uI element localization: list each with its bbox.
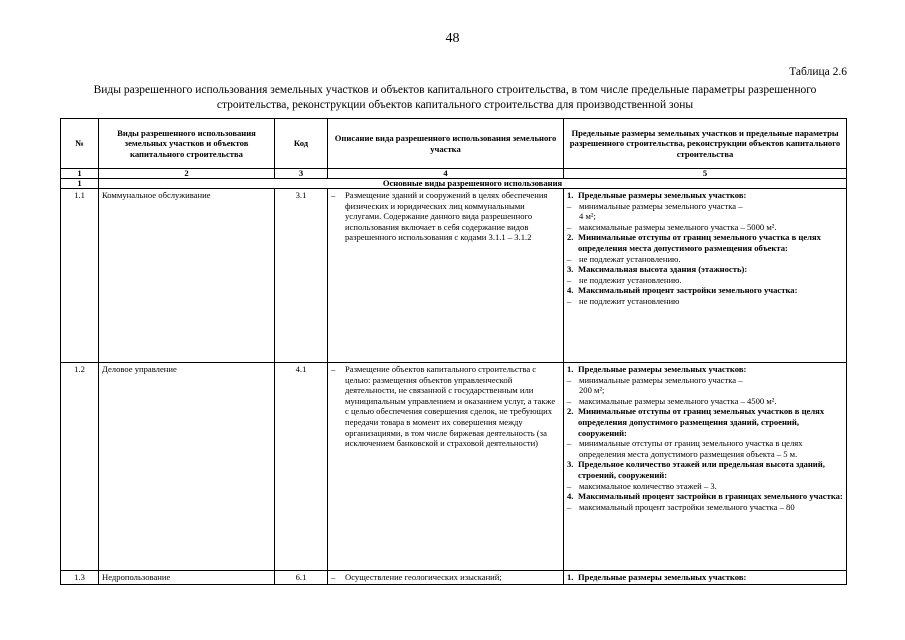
- column-number: 3: [275, 169, 328, 179]
- table-row: [61, 571, 847, 585]
- page-number: 48: [445, 31, 460, 46]
- limits-item: – минимальные размеры земельного участка –: [567, 200, 743, 211]
- limits-item: – минимальные размеры земельного участка –: [567, 374, 743, 385]
- column-number: 1: [61, 169, 99, 179]
- table-row: [61, 363, 847, 571]
- limits-item: – максимальные размеры земельного участка – 4500 м².: [567, 395, 777, 406]
- use-limits: [564, 189, 847, 363]
- limits-item: – не подлежит установлению.: [567, 274, 682, 285]
- dash-marker: –: [331, 190, 336, 200]
- use-kind-name: Коммунальное обслуживание: [99, 189, 275, 363]
- limits-heading: 3. Предельное количество этажей или предельная высота зданий, строений, сооружений:: [567, 459, 825, 480]
- use-code: 4.1: [275, 363, 328, 571]
- row-number: 1.3: [61, 571, 99, 585]
- header-limits: Предельные размеры земельных участков и предельные параметры разрешенного строительства, реконструкции объектов капитального строительства: [564, 119, 847, 169]
- limits-item: – минимальные отступы от границ земельного участка в целях определения места допустимого размещения объекта – 5 м.: [567, 438, 803, 459]
- header-kind: Виды разрешенного использования земельных участков и объектов капитального строительства: [99, 119, 275, 169]
- limits-item: – максимальный процент застройки земельного участка – 80: [567, 501, 795, 512]
- column-number: 5: [564, 169, 847, 179]
- regulations-table: [60, 118, 847, 585]
- limits-value: 4 м²;: [579, 211, 596, 222]
- use-limits: [564, 571, 847, 585]
- dash-marker: –: [331, 572, 336, 582]
- use-kind-name: Деловое управление: [99, 363, 275, 571]
- use-kind-name: Недропользование: [99, 571, 275, 585]
- limits-heading: 4. Максимальный процент застройки в границах земельного участка:: [567, 491, 843, 502]
- description-text: Осуществление геологических изысканий;: [345, 572, 502, 582]
- limits-item: – не подлежит установлению: [567, 295, 680, 306]
- limits-heading: 2. Минимальные отступы от границ земельных участков в целях определения допустимого размещения зданий, строений, сооружений:: [567, 406, 825, 438]
- limits-heading: 1. Предельные размеры земельных участков:: [567, 572, 747, 582]
- limits-heading: 2. Минимальные отступы от границ земельного участка в целях определения места допустимого размещения объекта:: [567, 232, 821, 253]
- limits-heading: 1. Предельные размеры земельных участков:: [567, 190, 747, 200]
- column-number: 2: [99, 169, 275, 179]
- header-code: Код: [275, 119, 328, 169]
- description-text: Размещение зданий и сооружений в целях обеспечения физических и юридических лиц коммунальными услугами. Содержание данного вида разрешенного использования включает в себя содержание видов разрешенного использования с кодами 3.1.1 – 3.1.2: [345, 190, 548, 243]
- use-code: 6.1: [275, 571, 328, 585]
- limits-heading: 1. Предельные размеры земельных участков:: [567, 364, 747, 374]
- table-row: [61, 189, 847, 363]
- use-code: 3.1: [275, 189, 328, 363]
- table-label: Таблица 2.6: [789, 66, 847, 78]
- row-number: 1.2: [61, 363, 99, 571]
- section-title: Основные виды разрешенного использования: [99, 179, 847, 189]
- limits-item: – не подлежат установлению.: [567, 253, 681, 264]
- use-description: [328, 189, 564, 363]
- use-limits: [564, 363, 847, 571]
- limits-heading: 4. Максимальный процент застройки земельного участка:: [567, 285, 798, 296]
- header-description: Описание вида разрешенного использования земельного участка: [328, 119, 564, 169]
- header-row: [61, 119, 847, 169]
- limits-value: 200 м²;: [579, 385, 605, 396]
- limits-heading: 3. Максимальная высота здания (этажность):: [567, 264, 748, 275]
- limits-item: – максимальное количество этажей – 3.: [567, 480, 717, 491]
- section-number: 1: [61, 179, 99, 189]
- column-number-row: [61, 169, 847, 179]
- use-description: [328, 363, 564, 571]
- use-description: [328, 571, 564, 585]
- row-number: 1.1: [61, 189, 99, 363]
- column-number: 4: [328, 169, 564, 179]
- dash-marker: –: [331, 364, 336, 374]
- header-num: №: [61, 119, 99, 169]
- limits-item: – максимальные размеры земельного участка – 5000 м².: [567, 221, 777, 232]
- description-text: Размещение объектов капитального строительства с целью: размещения объектов управленческой деятельности, не связанной с государственным или муниципальным управлением и оказанием услуг, а также с целью обеспечения совершения сделок, не требующих передачи товара в момент их совершения между организациями, в том числе биржевая деятельность (за исключением банковской и страховой деятельности): [345, 364, 556, 449]
- table-title: Виды разрешенного использования земельных участков и объектов капитального строительства, в том числе предельные параметры разрешенного строительства, реконструкции объектов капитального строительства для производственной зоны: [93, 84, 817, 111]
- section-row: [61, 179, 847, 189]
